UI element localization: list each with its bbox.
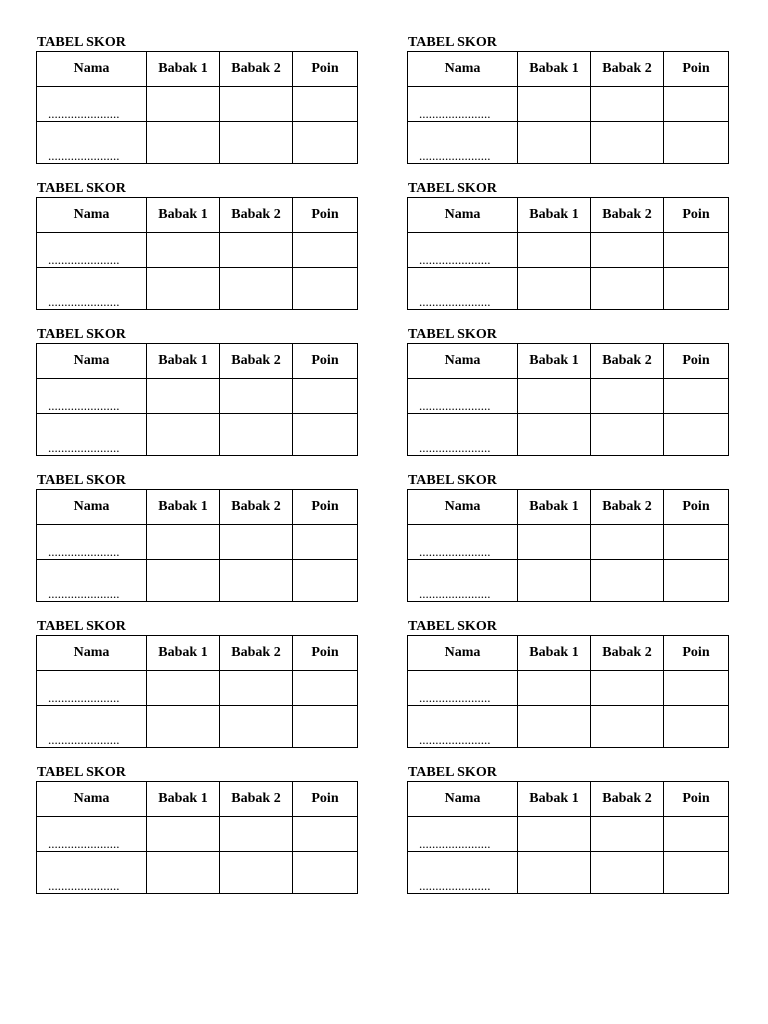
babak-2-cell[interactable] [591,414,664,456]
name-cell[interactable] [37,122,147,164]
table-row [37,87,358,122]
babak-2-cell[interactable] [220,379,293,414]
babak-1-cell[interactable] [518,525,591,560]
babak-1-cell[interactable] [518,122,591,164]
header-row [37,198,358,233]
score-card [407,180,728,310]
score-table [36,781,358,894]
table-row [37,671,358,706]
score-card [36,326,357,456]
card-title: TABEL SKOR [408,35,497,50]
babak-2-cell[interactable] [591,671,664,706]
babak-1-cell[interactable] [147,525,220,560]
babak-2-cell[interactable] [220,560,293,602]
header-row [408,782,729,817]
header-babak-2: Babak 2 [220,344,293,379]
table-row [37,122,358,164]
babak-2-cell[interactable] [220,817,293,852]
table-row [37,706,358,748]
score-card [36,472,357,602]
babak-1-cell[interactable] [147,87,220,122]
header-nama: Nama [408,490,518,525]
header-babak-1: Babak 1 [147,344,220,379]
babak-1-cell[interactable] [147,706,220,748]
header-poin: Poin [293,490,358,525]
poin-cell[interactable] [664,706,729,748]
poin-cell[interactable] [664,525,729,560]
score-table [407,343,729,456]
name-placeholder: ...................... [419,691,491,705]
table-row [408,852,729,894]
header-nama: Nama [408,782,518,817]
score-card [407,34,728,164]
poin-cell[interactable] [293,817,358,852]
header-row [408,490,729,525]
poin-cell[interactable] [664,379,729,414]
name-placeholder: ...................... [48,399,120,413]
name-cell[interactable] [408,87,518,122]
babak-2-cell[interactable] [591,817,664,852]
header-row [37,636,358,671]
babak-2-cell[interactable] [591,706,664,748]
score-card [36,764,357,894]
name-placeholder: ...................... [48,295,120,309]
name-placeholder: ...................... [48,733,120,747]
card-title: TABEL SKOR [37,473,126,488]
poin-cell[interactable] [664,852,729,894]
name-placeholder: ...................... [419,733,491,747]
babak-1-cell[interactable] [518,379,591,414]
poin-cell[interactable] [664,87,729,122]
header-row [37,344,358,379]
babak-2-cell[interactable] [591,122,664,164]
card-title: TABEL SKOR [37,765,126,780]
poin-cell[interactable] [293,122,358,164]
poin-cell[interactable] [293,671,358,706]
name-cell[interactable] [37,560,147,602]
babak-1-cell[interactable] [518,706,591,748]
score-card [407,326,728,456]
score-table [36,343,358,456]
header-babak-1: Babak 1 [518,490,591,525]
header-row [408,52,729,87]
header-babak-1: Babak 1 [518,344,591,379]
name-placeholder: ...................... [419,879,491,893]
name-cell[interactable] [408,706,518,748]
babak-1-cell[interactable] [518,852,591,894]
table-row [37,817,358,852]
header-poin: Poin [664,782,729,817]
babak-2-cell[interactable] [591,379,664,414]
card-title: TABEL SKOR [408,327,497,342]
score-table [36,489,358,602]
header-babak-2: Babak 2 [591,490,664,525]
babak-2-cell[interactable] [591,268,664,310]
score-card [36,618,357,748]
card-title: TABEL SKOR [408,181,497,196]
babak-1-cell[interactable] [518,817,591,852]
babak-1-cell[interactable] [147,414,220,456]
header-poin: Poin [293,636,358,671]
name-placeholder: ...................... [419,545,491,559]
name-cell[interactable] [37,525,147,560]
table-row [408,706,729,748]
header-nama: Nama [37,344,147,379]
table-row [408,414,729,456]
header-poin: Poin [293,344,358,379]
header-poin: Poin [664,52,729,87]
table-row [408,560,729,602]
babak-2-cell[interactable] [591,525,664,560]
header-babak-2: Babak 2 [220,52,293,87]
score-table [36,197,358,310]
name-placeholder: ...................... [48,149,120,163]
header-babak-1: Babak 1 [518,636,591,671]
score-table [407,489,729,602]
header-row [37,782,358,817]
poin-cell[interactable] [293,706,358,748]
name-placeholder: ...................... [419,149,491,163]
table-row [37,560,358,602]
header-babak-1: Babak 1 [147,490,220,525]
name-cell[interactable] [37,671,147,706]
name-cell[interactable] [37,379,147,414]
header-poin: Poin [664,636,729,671]
header-nama: Nama [37,490,147,525]
card-title: TABEL SKOR [37,619,126,634]
table-row [37,852,358,894]
babak-1-cell[interactable] [518,268,591,310]
header-babak-1: Babak 1 [518,782,591,817]
name-placeholder: ...................... [48,545,120,559]
header-nama: Nama [408,52,518,87]
babak-2-cell[interactable] [591,233,664,268]
babak-2-cell[interactable] [591,852,664,894]
name-placeholder: ...................... [419,295,491,309]
score-table [36,635,358,748]
header-row [408,636,729,671]
header-row [37,490,358,525]
table-row [408,233,729,268]
score-table [407,51,729,164]
card-title: TABEL SKOR [37,181,126,196]
poin-cell[interactable] [293,268,358,310]
table-row [37,379,358,414]
table-row [408,671,729,706]
babak-2-cell[interactable] [220,525,293,560]
name-cell[interactable] [37,87,147,122]
poin-cell[interactable] [664,560,729,602]
card-title: TABEL SKOR [408,619,497,634]
babak-1-cell[interactable] [147,233,220,268]
header-babak-2: Babak 2 [591,782,664,817]
name-placeholder: ...................... [419,253,491,267]
name-placeholder: ...................... [48,107,120,121]
table-row [408,122,729,164]
babak-1-cell[interactable] [147,122,220,164]
poin-cell[interactable] [293,233,358,268]
header-babak-2: Babak 2 [591,52,664,87]
header-row [408,344,729,379]
babak-1-cell[interactable] [147,852,220,894]
score-card [407,618,728,748]
babak-2-cell[interactable] [220,706,293,748]
poin-cell[interactable] [293,87,358,122]
name-cell[interactable] [37,414,147,456]
header-nama: Nama [408,636,518,671]
babak-1-cell[interactable] [147,379,220,414]
header-nama: Nama [408,344,518,379]
card-title: TABEL SKOR [37,35,126,50]
header-nama: Nama [408,198,518,233]
header-babak-2: Babak 2 [220,490,293,525]
name-cell[interactable] [408,414,518,456]
poin-cell[interactable] [293,379,358,414]
name-placeholder: ...................... [419,837,491,851]
score-card [36,180,357,310]
header-babak-2: Babak 2 [591,636,664,671]
name-cell[interactable] [408,268,518,310]
header-poin: Poin [664,198,729,233]
name-placeholder: ...................... [419,587,491,601]
table-row [37,414,358,456]
table-row [408,525,729,560]
score-card [407,764,728,894]
babak-2-cell[interactable] [220,122,293,164]
name-cell[interactable] [37,852,147,894]
babak-1-cell[interactable] [147,560,220,602]
name-cell[interactable] [408,122,518,164]
table-row [408,379,729,414]
header-row [37,52,358,87]
name-placeholder: ...................... [48,837,120,851]
name-placeholder: ...................... [419,107,491,121]
babak-1-cell[interactable] [518,671,591,706]
header-babak-1: Babak 1 [147,52,220,87]
babak-2-cell[interactable] [220,87,293,122]
header-babak-1: Babak 1 [147,636,220,671]
name-cell[interactable] [408,852,518,894]
name-cell[interactable] [37,817,147,852]
name-cell[interactable] [37,706,147,748]
name-placeholder: ...................... [48,441,120,455]
name-cell[interactable] [408,671,518,706]
table-row [37,233,358,268]
header-poin: Poin [293,198,358,233]
score-table [407,197,729,310]
babak-1-cell[interactable] [147,268,220,310]
header-babak-1: Babak 1 [518,198,591,233]
table-row [37,268,358,310]
header-nama: Nama [37,52,147,87]
card-title: TABEL SKOR [37,327,126,342]
name-placeholder: ...................... [48,691,120,705]
score-table [407,635,729,748]
poin-cell[interactable] [664,671,729,706]
header-poin: Poin [293,782,358,817]
poin-cell[interactable] [664,817,729,852]
header-nama: Nama [37,636,147,671]
header-poin: Poin [293,52,358,87]
score-card [36,34,357,164]
name-cell[interactable] [408,379,518,414]
header-babak-2: Babak 2 [591,344,664,379]
poin-cell[interactable] [293,852,358,894]
poin-cell[interactable] [664,122,729,164]
header-babak-1: Babak 1 [147,198,220,233]
name-cell[interactable] [408,525,518,560]
name-cell[interactable] [408,233,518,268]
header-nama: Nama [37,198,147,233]
babak-1-cell[interactable] [518,87,591,122]
babak-1-cell[interactable] [518,233,591,268]
babak-1-cell[interactable] [518,560,591,602]
babak-2-cell[interactable] [220,268,293,310]
babak-2-cell[interactable] [591,560,664,602]
table-row [37,525,358,560]
poin-cell[interactable] [664,233,729,268]
name-placeholder: ...................... [419,441,491,455]
header-row [408,198,729,233]
name-cell[interactable] [408,817,518,852]
header-poin: Poin [664,344,729,379]
table-row [408,87,729,122]
babak-2-cell[interactable] [220,671,293,706]
header-babak-2: Babak 2 [591,198,664,233]
score-table-grid [36,34,728,894]
header-babak-1: Babak 1 [518,52,591,87]
header-poin: Poin [664,490,729,525]
babak-2-cell[interactable] [220,233,293,268]
header-babak-1: Babak 1 [147,782,220,817]
header-nama: Nama [37,782,147,817]
name-placeholder: ...................... [48,587,120,601]
poin-cell[interactable] [293,525,358,560]
header-babak-2: Babak 2 [220,636,293,671]
header-babak-2: Babak 2 [220,198,293,233]
table-row [408,817,729,852]
name-placeholder: ...................... [419,399,491,413]
name-placeholder: ...................... [48,253,120,267]
babak-1-cell[interactable] [518,414,591,456]
babak-2-cell[interactable] [220,852,293,894]
babak-2-cell[interactable] [220,414,293,456]
poin-cell[interactable] [664,414,729,456]
card-title: TABEL SKOR [408,473,497,488]
score-table [407,781,729,894]
poin-cell[interactable] [293,414,358,456]
name-cell[interactable] [37,233,147,268]
card-title: TABEL SKOR [408,765,497,780]
name-placeholder: ...................... [48,879,120,893]
babak-2-cell[interactable] [591,87,664,122]
poin-cell[interactable] [664,268,729,310]
name-cell[interactable] [37,268,147,310]
table-row [408,268,729,310]
score-card [407,472,728,602]
header-babak-2: Babak 2 [220,782,293,817]
score-table [36,51,358,164]
name-cell[interactable] [408,560,518,602]
babak-1-cell[interactable] [147,817,220,852]
poin-cell[interactable] [293,560,358,602]
babak-1-cell[interactable] [147,671,220,706]
